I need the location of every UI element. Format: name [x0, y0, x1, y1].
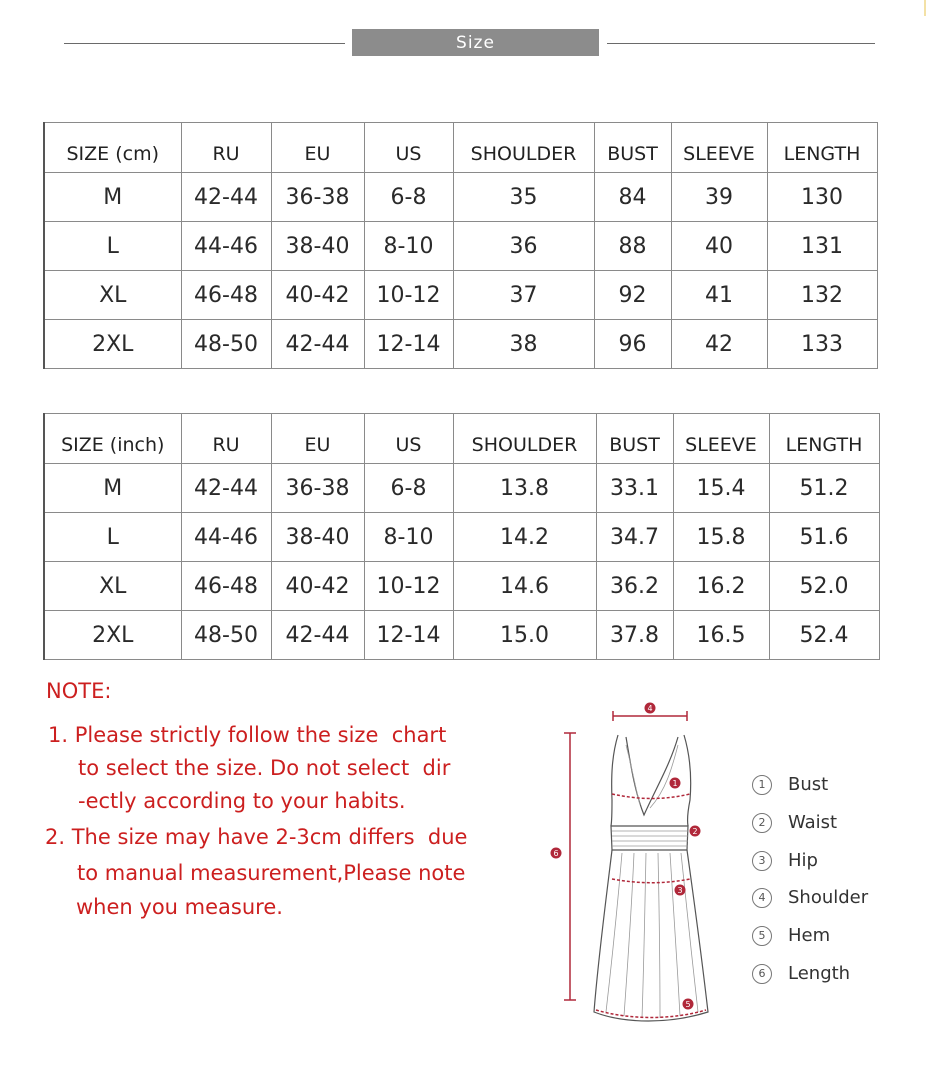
- table-row: [44, 464, 879, 513]
- table-cell: 33.1: [596, 464, 673, 513]
- table-cell: 38-40: [271, 513, 364, 562]
- header-cell-ru: RU: [181, 414, 271, 464]
- table-cell: 14.2: [453, 513, 596, 562]
- table-cell: 131: [767, 222, 877, 271]
- table-cell: 44-46: [181, 513, 271, 562]
- marker-label: 1: [672, 779, 678, 788]
- legend-item-length: [752, 963, 850, 984]
- table-cell: 48-50: [181, 320, 271, 369]
- table-row: [44, 513, 879, 562]
- header-cell-bust: BUST: [596, 414, 673, 464]
- size-table-inch: [43, 413, 880, 660]
- table-cell: 41: [671, 271, 767, 320]
- table-cell: 46-48: [181, 562, 271, 611]
- table-cell: 38: [453, 320, 594, 369]
- table-cell: 52.0: [769, 562, 879, 611]
- table-row: [44, 320, 877, 369]
- legend-number: 5: [752, 926, 772, 946]
- note-line: when you measure.: [76, 895, 283, 919]
- legend-item-hem: [752, 925, 830, 946]
- note-line: to manual measurement,Please note: [77, 861, 466, 885]
- legend-number: 4: [752, 888, 772, 908]
- table-cell: 16.5: [673, 611, 769, 660]
- table-cell: 15.4: [673, 464, 769, 513]
- dress-outline: [594, 735, 708, 1021]
- dress-folds: [606, 745, 698, 1018]
- table-cell: L: [44, 222, 181, 271]
- table-cell: 37.8: [596, 611, 673, 660]
- table-cell: 42-44: [181, 173, 271, 222]
- legend-label: Waist: [788, 812, 838, 833]
- table-cell: 96: [594, 320, 671, 369]
- marker-label: 3: [677, 886, 683, 895]
- table-cell: 2XL: [44, 611, 181, 660]
- legend-number: 3: [752, 851, 772, 871]
- table-cell: 37: [453, 271, 594, 320]
- header-cell-bust: BUST: [594, 123, 671, 173]
- table-cell: 36: [453, 222, 594, 271]
- table-cell: M: [44, 464, 181, 513]
- header-rule-left: [64, 43, 345, 44]
- note-line: -ectly according to your habits.: [78, 789, 406, 813]
- header-cell-size: SIZE (cm): [44, 123, 181, 173]
- table-cell: 132: [767, 271, 877, 320]
- marker-label: 5: [685, 1000, 691, 1009]
- table-cell: XL: [44, 562, 181, 611]
- table-cell: 51.6: [769, 513, 879, 562]
- table-cell: L: [44, 513, 181, 562]
- table-cell: 15.0: [453, 611, 596, 660]
- table-cell: 40-42: [271, 562, 364, 611]
- measurement-lines: [564, 711, 706, 1018]
- table-cell: 34.7: [596, 513, 673, 562]
- table-header-row: [44, 123, 877, 173]
- table-cell: 133: [767, 320, 877, 369]
- table-cell: XL: [44, 271, 181, 320]
- table-cell: 84: [594, 173, 671, 222]
- legend-item-bust: [752, 774, 828, 795]
- legend-label: Hem: [788, 925, 831, 946]
- table-cell: 13.8: [453, 464, 596, 513]
- table-cell: 14.6: [453, 562, 596, 611]
- legend-label: Hip: [788, 850, 818, 871]
- table-cell: 15.8: [673, 513, 769, 562]
- table-cell: 8-10: [364, 513, 453, 562]
- table-row: [44, 271, 877, 320]
- table-cell: 42: [671, 320, 767, 369]
- corner-mark: [924, 0, 926, 16]
- legend-label: Shoulder: [788, 887, 869, 908]
- header-cell-eu: EU: [271, 123, 364, 173]
- table-cell: 12-14: [364, 320, 453, 369]
- table-cell: 40-42: [271, 271, 364, 320]
- table-cell: 36-38: [271, 173, 364, 222]
- table-cell: M: [44, 173, 181, 222]
- legend-number: 2: [752, 813, 772, 833]
- legend-number: 6: [752, 964, 772, 984]
- size-banner: Size: [352, 29, 599, 56]
- header-cell-size: SIZE (inch): [44, 414, 181, 464]
- header-cell-eu: EU: [271, 414, 364, 464]
- table-cell: 6-8: [364, 464, 453, 513]
- legend-label: Bust: [788, 774, 829, 795]
- note-line: to select the size. Do not select dir: [78, 756, 451, 780]
- table-cell: 42-44: [271, 320, 364, 369]
- header-cell-sleeve: SLEEVE: [673, 414, 769, 464]
- table-cell: 130: [767, 173, 877, 222]
- table-cell: 48-50: [181, 611, 271, 660]
- header-cell-length: LENGTH: [767, 123, 877, 173]
- table-cell: 44-46: [181, 222, 271, 271]
- table-row: [44, 562, 879, 611]
- header-rule-right: [607, 43, 875, 44]
- note-line: 2. The size may have 2-3cm differs due: [45, 825, 468, 849]
- table-cell: 2XL: [44, 320, 181, 369]
- table-cell: 10-12: [364, 271, 453, 320]
- table-cell: 39: [671, 173, 767, 222]
- legend-number: 1: [752, 775, 772, 795]
- table-header-row: [44, 414, 879, 464]
- table-cell: 40: [671, 222, 767, 271]
- table-cell: 46-48: [181, 271, 271, 320]
- marker-label: 6: [553, 849, 559, 858]
- table-cell: 52.4: [769, 611, 879, 660]
- table-row: [44, 222, 877, 271]
- header-cell-shoulder: SHOULDER: [453, 414, 596, 464]
- header-cell-us: US: [364, 414, 453, 464]
- table-cell: 10-12: [364, 562, 453, 611]
- table-row: [44, 611, 879, 660]
- table-cell: 51.2: [769, 464, 879, 513]
- header-cell-us: US: [364, 123, 453, 173]
- header-cell-ru: RU: [181, 123, 271, 173]
- header-cell-length: LENGTH: [769, 414, 879, 464]
- header-cell-shoulder: SHOULDER: [453, 123, 594, 173]
- table-cell: 42-44: [181, 464, 271, 513]
- marker-label: 4: [647, 704, 653, 713]
- table-cell: 92: [594, 271, 671, 320]
- legend-item-hip: [752, 850, 818, 871]
- dress-measurement-diagram: [540, 696, 730, 1036]
- legend-item-shoulder: [752, 887, 868, 908]
- table-cell: 6-8: [364, 173, 453, 222]
- size-table-cm: [43, 122, 878, 369]
- header-cell-sleeve: SLEEVE: [671, 123, 767, 173]
- table-row: [44, 173, 877, 222]
- table-cell: 88: [594, 222, 671, 271]
- note-title: NOTE:: [46, 679, 112, 703]
- measurement-markers: [551, 703, 701, 1010]
- table-cell: 35: [453, 173, 594, 222]
- table-cell: 16.2: [673, 562, 769, 611]
- marker-label: 2: [692, 827, 698, 836]
- table-cell: 36-38: [271, 464, 364, 513]
- legend-item-waist: [752, 812, 837, 833]
- note-line: 1. Please strictly follow the size chart: [48, 723, 447, 747]
- table-cell: 8-10: [364, 222, 453, 271]
- table-cell: 12-14: [364, 611, 453, 660]
- legend-label: Length: [788, 963, 851, 984]
- table-cell: 38-40: [271, 222, 364, 271]
- table-cell: 42-44: [271, 611, 364, 660]
- table-cell: 36.2: [596, 562, 673, 611]
